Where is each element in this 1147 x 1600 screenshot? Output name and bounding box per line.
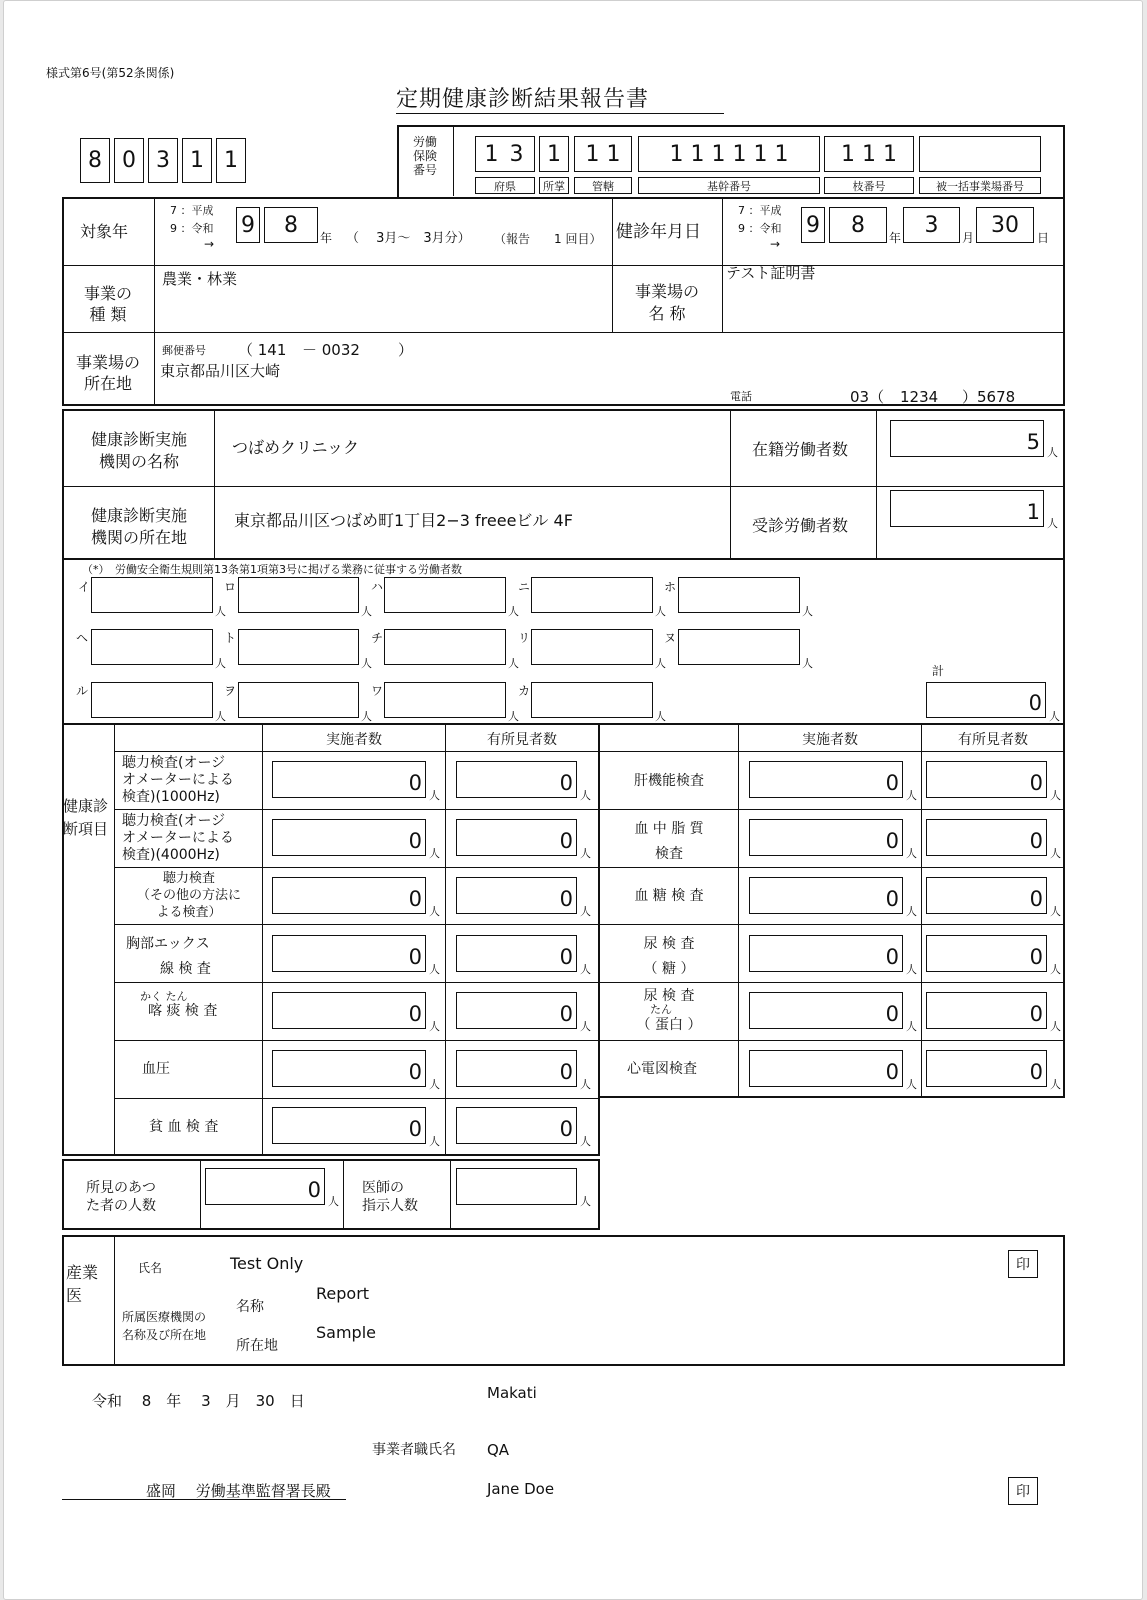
employer-name: Jane Doe [487,1480,555,1498]
exam-item-label: 肝機能検査 [634,773,704,789]
form-number: 様式第6号(第52条関係) [46,66,175,80]
postal-code-second: － 0032 [302,341,360,359]
special-work-caption: （*） 労働安全衛生規則第13条第1項第3号に掲げる業務に従事する労働者数 [82,563,462,576]
checkup-date-label: 健診年月日 [616,222,701,242]
workplace-name-label: 事業場の 名 称 [634,282,699,323]
caption-office: 所掌 [539,177,569,194]
special-work-box [238,629,359,665]
exam-item-label: 血 中 脂 質 検査 [634,821,704,863]
exam-findings-value: 0 [926,761,1047,798]
employer-label: 事業者職氏名 [372,1442,456,1458]
industrial-physician-section [62,1235,1065,1366]
exam-findings-value: 0 [456,935,577,972]
page-title: 定期健康診断結果報告書 [396,87,650,112]
workplace-address-label: 事業場の 所在地 [75,353,140,393]
col-header-findings-left: 有所見者数 [487,732,557,748]
industrial-physician-label: 産業 医 [66,1263,99,1306]
doctor-instructions-label: 医師の 指示人数 [362,1180,418,1215]
physician-org-address-value: Sample [316,1323,376,1342]
special-work-box [91,682,213,718]
special-work-box [384,629,506,665]
exam-item-label: 心電図検査 [627,1061,697,1077]
business-type-label: 事業の 種 類 [83,284,132,324]
exam-findings-value: 0 [456,819,577,856]
exam-findings-value: 0 [926,819,1047,856]
exam-item-label: かく たん 喀 痰 検 査 [140,990,218,1020]
exam-item-label: 尿 検 査 たん （ 蛋白 ） [636,988,702,1033]
exam-done-value: 0 [272,877,426,914]
examined-workers-label: 受診労働者数 [752,516,849,535]
exam-item-label: 聴力検査(オージ オメーターによる 検査)(1000Hz) [122,755,234,805]
institution-address-label: 健康診断実施 機関の所在地 [90,506,187,548]
exam-done-value: 0 [272,819,426,856]
labor-office-name: 盛岡 労働基準監督署長殿 [146,1482,331,1500]
business-type-value: 農業・林業 [162,270,238,288]
base-number: 1 1 1 1 1 1 [638,136,820,172]
special-work-box [238,577,359,613]
checkup-day: 30 [976,207,1034,243]
exam-findings-value: 0 [456,1050,577,1087]
prefecture-code: 1 3 [475,136,535,172]
exam-findings-value: 0 [926,935,1047,972]
special-work-total-label: 計 [932,664,945,678]
phone-end: ）5678 [962,388,1016,406]
caption-branch-number: 枝番号 [824,177,914,194]
workplace-name-value: テスト証明書 [726,264,816,282]
exam-item-label: 尿 検 査 （ 糖 ） [643,936,695,978]
findings-total-value: 0 [205,1168,325,1205]
exam-findings-value: 0 [456,1107,577,1144]
umbrella-number [919,136,1041,172]
exam-item-label: 胸部エックス 線 検 査 [126,936,211,978]
form-code-digit: 3 [148,138,178,183]
exam-item-label: 聴力検査 （その他の方法に よる検査） [136,871,241,920]
employer-title: QA [487,1441,510,1459]
special-work-box [531,682,653,718]
exam-findings-value: 0 [456,877,577,914]
exam-item-label: 貧 血 検 査 [149,1119,219,1135]
report-times: （報告 1 回目） [494,232,602,246]
findings-total-label: 所見のあつ た者の人数 [86,1180,156,1215]
form-code-digit: 1 [182,138,212,183]
col-header-done-left: 実施者数 [326,732,382,748]
target-year-label: 対象年 [80,222,129,241]
exam-findings-value: 0 [456,992,577,1029]
exam-done-value: 0 [272,1050,426,1087]
exam-item-label: 血圧 [142,1061,170,1077]
physician-name-value: Test Only [230,1254,304,1273]
col-header-done-right: 実施者数 [802,732,858,748]
exam-item-label: 聴力検査(オージ オメーターによる 検査)(4000Hz) [122,813,234,863]
exam-done-value: 0 [272,992,426,1029]
exam-findings-value: 0 [926,1050,1047,1087]
exam-done-value: 0 [749,935,903,972]
doctor-instructions-value [456,1168,577,1205]
physician-org-name-value: Report [316,1284,370,1303]
form-code-digit: 1 [216,138,246,183]
special-work-box [238,682,359,718]
institution-address-value: 東京都品川区つばめ町1丁目2−3 freeeビル 4F [234,511,573,530]
special-work-box [91,629,213,665]
exam-item-label: 血 糖 検 査 [634,888,704,904]
exam-done-value: 0 [749,992,903,1029]
exam-done-value: 0 [272,1107,426,1144]
phone-area: 03（ [850,388,885,406]
exam-done-value: 0 [749,877,903,914]
exam-items-side-label: 健康診 断項目 [63,797,109,838]
special-work-box [91,577,213,613]
caption-umbrella-number: 被一括事業場番号 [919,177,1041,194]
special-work-box [384,577,506,613]
exam-done-value: 0 [749,819,903,856]
form-code-digit: 0 [114,138,144,183]
special-work-box [531,577,653,613]
examined-workers-value: 1 [890,490,1044,527]
exam-done-value: 0 [272,935,426,972]
special-work-box [678,577,800,613]
form-code-digit: 8 [80,138,110,183]
physician-seal: 印 [1008,1250,1038,1278]
caption-base-number: 基幹番号 [638,177,820,194]
special-work-total-value: 0 [926,682,1046,718]
caption-jurisdiction: 管轄 [574,177,632,194]
workplace-address-value: 東京都品川区大崎 [160,362,281,380]
phone-mid: 1234 [900,388,939,406]
exam-done-value: 0 [749,1050,903,1087]
institution-name-label: 健康診断実施 機関の名称 [90,430,187,472]
checkup-month: 3 [903,207,960,243]
labor-insurance-label: 労働 保険 番号 [412,135,437,177]
employer-address: Makati [487,1384,537,1402]
postal-code-first: （ 141 [238,341,287,359]
enrolled-workers-label: 在籍労働者数 [752,440,849,459]
checkup-year: 8 [829,207,887,243]
special-work-box [531,629,653,665]
col-header-findings-right: 有所見者数 [958,732,1028,748]
jurisdiction-code: 1 1 [574,136,632,172]
caption-prefecture: 府県 [475,177,535,194]
report-date: 令和 8 年 3 月 30 日 [92,1392,305,1410]
branch-number: 1 1 1 [824,136,914,172]
employer-seal: 印 [1008,1477,1038,1505]
exam-findings-value: 0 [926,877,1047,914]
exam-done-value: 0 [272,761,426,798]
institution-name-value: つばめクリニック [232,438,360,457]
special-work-box [384,682,506,718]
exam-done-value: 0 [749,761,903,798]
office-code: 1 [539,136,569,172]
target-era-code: 9 [236,207,260,243]
checkup-era-code: 9 [801,207,825,243]
exam-findings-value: 0 [926,992,1047,1029]
enrolled-workers-value: 5 [890,420,1044,457]
special-work-box [678,629,800,665]
report-page: 様式第6号(第52条関係) 定期健康診断結果報告書 8 0 3 1 1 労働 保険 番号 1 3 1 1 1 1 1 1 1 1 1 1 1 1 府県 所掌 管轄 基幹番号 枝番号 被一括事業場番号 対象年 7 ：平成 9 ：令和 → 9 8 年 （ 3月～ 3月分） （報告 1 回目） 健診年月日 7 ：平成 9 ：令和 → 9 8 年 3 月 30 日 事業の 種 類 農業・林業 事業場の 名 称 テスト証明書 事業場の 所在地 郵便番号 （ 141 － 0032 ） 東京都品川区大崎 電話 03（ 1234 ）5678 健康診断実施 機関の名称 つばめクリニック 健康診断実施 機関の所在地 東京都品川区つばめ町1丁目2−3 freeeビル 4F 在籍労働者数 5 人 受診労働者数 1 人 （*） 労働安全衛生規則第13条第1項第3号に掲げる業務に従事する労働者数 イ 人 ロ 人 ハ 人 ニ 人 ホ 人 ヘ 人 ト 人 チ 人 リ 人 ヌ 人 ル 人 ヲ 人 ワ 人 カ 人 計 0 人 健康診 断項目 実施者数 有所見者数 実施者数 有所見者数 聴力検査(オージ オメーターによる 検査)(1000Hz) 0 人 0 人 聴力検査(オージ オメーターによる 検査)(4000Hz) 0 人 0 人 聴力検査 （その他の方法に よる検査） 0 人 0 人 胸部エックス 線 検 査 0 人 0 人 かく たん 喀 痰 検 査 0 人 0 人 血圧 0 人 0 人 貧 血 検 査 0 人 0 人 肝機能検査 0 人 0 人 血 中 脂 質 検査 0 人 0 人 血 糖 検 査 0 人 0 人 尿 検 査 （ 糖 ） 0 人 0 人 尿 検 査 たん （ 蛋白 ） 0 人 0 人 心電図検査 0 人 0 人 所見のあつ た者の人数 0 人 医師の 指示人数 人 産業 医 氏名 Test Only 所属医療機関の 名称及び所在地 名称 Report 所在地 Sample 印 令和 8 年 3 月 30 日 Makati 事業者職氏名 QA 盛岡 労働基準監督署長殿 Jane Doe 印 [3,0,1143,1600]
target-period: （ 3月～ 3月分） [346,231,471,246]
target-year-value: 8 [264,207,318,243]
affiliation-label: 所属医療機関の 名称及び所在地 [122,1310,207,1342]
exam-findings-value: 0 [456,761,577,798]
